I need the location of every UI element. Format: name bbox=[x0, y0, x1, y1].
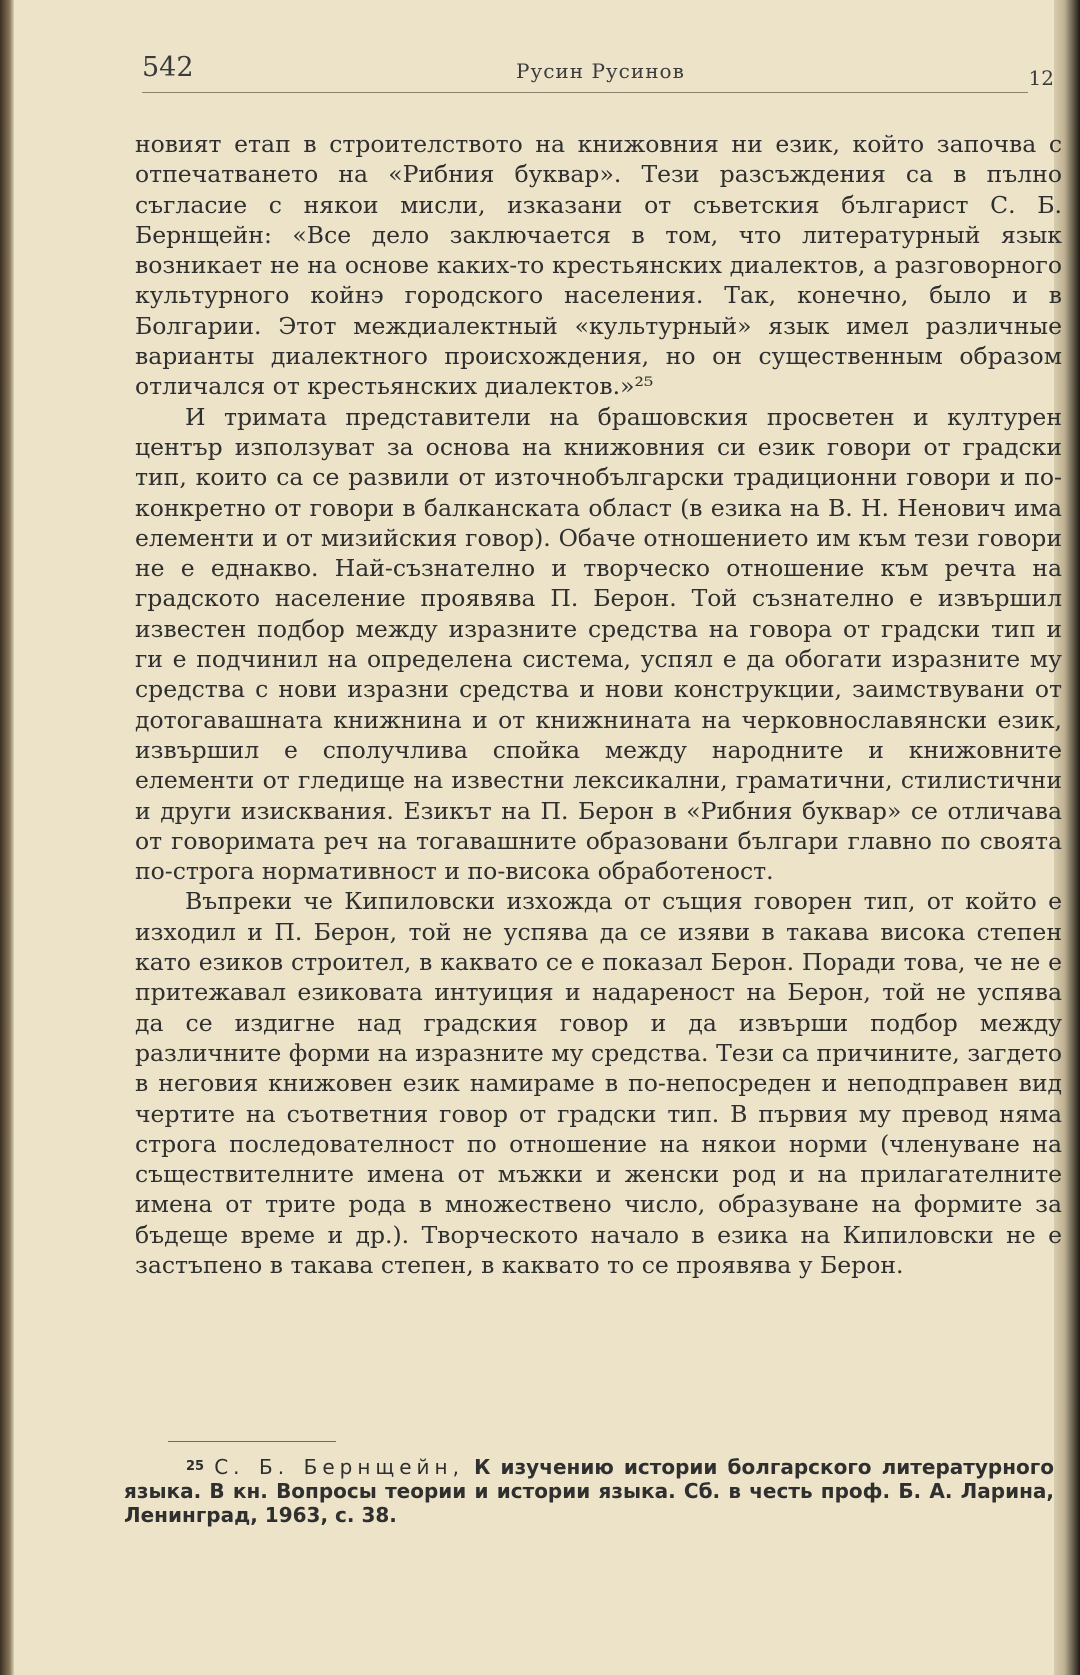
paragraph-2: И тримата представители на брашовския просветен и културен център използуват за основа на книжовния си език говори от градски тип, които са се развили от източнобългарски традиционни говори и по-конкретно от говори в балканската област (в езика на В. Н. Ненович има елементи и от мизийския говор). Обаче отношението им към тези говори не е еднакво. Най-съзнателно и творческо отношение към речта на градското население проявява П. Берон. Той съзнателно е извършил известен подбор между изразните средства на говора от градски тип и ги е подчинил на определена система, успял е да обогати изразните му средства с нови изразни средства и нови конструкции, заимствувани от дотогавашната книжнина и от книжнината на черковнославянски език, извършил е сполучлива спойка между народните и книжовните елементи от гледище на известни лексикални, граматични, стилистични и други изисквания. Езикът на П. Берон в «Рибния буквар» се отличава от говоримата реч на тогавашните образовани българи главно по своята по-строга нормативност и по-висока обработеност. bbox=[135, 402, 1062, 886]
header-rule bbox=[142, 92, 1028, 93]
page-number: 542 bbox=[142, 52, 194, 83]
scan-edge-left bbox=[0, 0, 14, 1675]
page-header bbox=[142, 50, 1058, 100]
footnote-text: К изучению истории болгарского литературного языка. В кн. Вопросы теории и истории языка. Сб. в честь проф. Б. А. Ларина, Ленинград, 1963, с. 38. bbox=[124, 1455, 1054, 1527]
paragraph-3: Въпреки че Кипиловски изхожда от същия говорен тип, от който е изходил и П. Берон, той не успява да се изяви в такава висока степен като езиков строител, в каквато се е показал Берон. Поради това, че не е притежавал езиковата интуиция и надареност на Берон, той не успява да се издигне над градския говор и да извърши подбор между различните форми на изразните му средства. Тези са причините, загдето в неговия книжовен език намираме в по-непосреден и неподправен вид чертите на съответния говор от градски тип. В първия му превод няма строга последователност по отношение на някои норми (членуване на съществителните имена от мъжки и женски род и на прилагателните имена от трите рода в множествено число, образуване на формите за бъдеще време и др.). Творческото начало в езика на Кипиловски не е застъпено в такава степен, в каквато то се проявява у Берон. bbox=[135, 887, 1062, 1279]
adjacent-page-number: 12 bbox=[1028, 66, 1054, 90]
body-text bbox=[135, 129, 1062, 1280]
running-head: Русин Русинов bbox=[516, 59, 685, 83]
paragraph-1: новият етап в строителството на книжовния ни език, който започва с отпечатването на «Рибния буквар». Тези разсъждения са в пълно съгласие с някои мисли, изказани от съветския българист С. Б. Бернщейн: «Все дело заключается в том, что литературный язык возникает не на основе каких-то крестьянских диалектов, а разговорного культурного койнэ городского населения. Так, конечно, было и в Болгарии. Этот междиалектный «культурный» язык имел различные варианты диалектного происхождения, но он существенным образом отличался от крестьянских диалектов.»²⁵ bbox=[135, 130, 1062, 401]
footnote-rule bbox=[168, 1441, 336, 1442]
footnote-author: С. Б. Бернщейн, bbox=[214, 1455, 464, 1479]
footnote-mark: 25 bbox=[186, 1459, 205, 1474]
footnote bbox=[124, 1455, 1054, 1527]
